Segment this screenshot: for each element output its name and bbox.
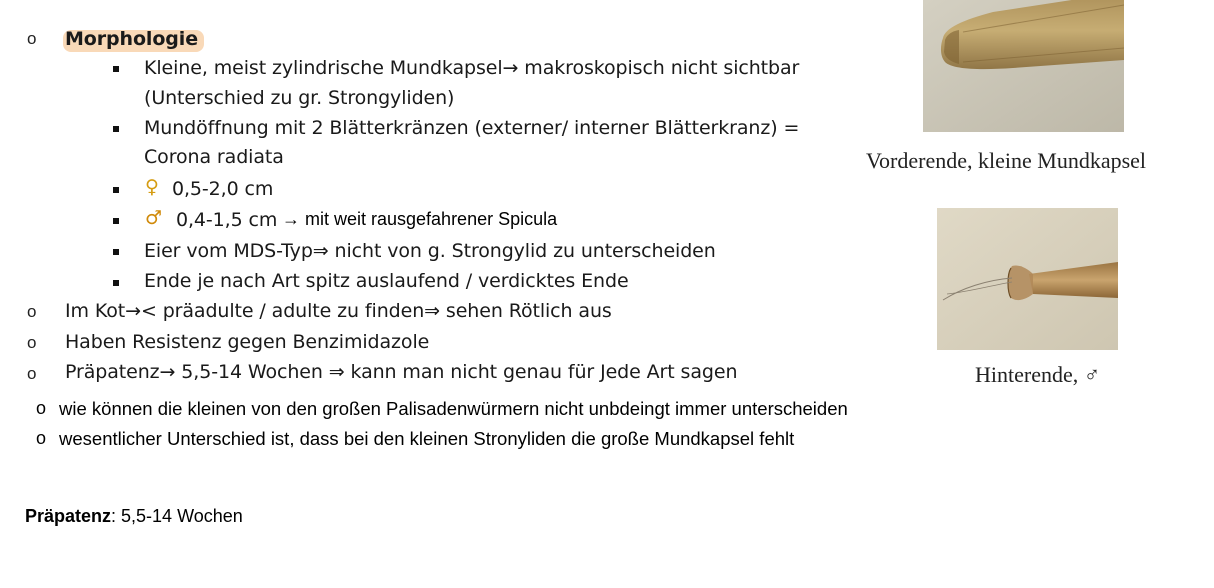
figure-caption: Vorderende, kleine Mundkapsel <box>866 148 1147 173</box>
top-bullet-text: Präpatenz→ 5,5-14 Wochen ⇒ kann man nicht genau für Jede Art sagen <box>65 361 738 383</box>
outline-bullet: o <box>27 364 37 383</box>
sub-bullet-text: Ende je nach Art spitz auslaufend / verdicktes Ende <box>144 270 629 292</box>
sub-bullet-text: Eier vom MDS-Typ⇒ nicht von g. Strongylid zu unterscheiden <box>144 240 716 262</box>
outline-bullet: o <box>27 302 37 321</box>
worm-anterior-image <box>923 0 1124 132</box>
sub-bullet-arrow-text: → mit weit rausgefahrener Spicula <box>282 209 558 229</box>
square-bullet <box>113 280 119 286</box>
square-bullet <box>113 126 119 132</box>
anterior-end-photo <box>923 0 1124 132</box>
sub-bullet-text: 0,5-2,0 cm <box>172 178 274 200</box>
square-bullet <box>113 66 119 72</box>
note-bullet: o <box>36 398 47 418</box>
top-bullet-text: Haben Resistenz gegen Benzimidazole <box>65 331 430 353</box>
top-bullet-text: Im Kot→< präadulte / adulte zu finden⇒ sehen Rötlich aus <box>65 300 612 322</box>
sub-bullet-text: Mundöffnung mit 2 Blätterkränzen (externer/ interner Blätterkranz) = <box>144 117 800 139</box>
sub-bullet-text: Corona radiata <box>144 146 284 168</box>
outline-bullet: o <box>27 29 37 48</box>
male-symbol-icon: ♂ <box>145 207 163 229</box>
sub-bullet-text: (Unterschied zu gr. Strongyliden) <box>144 87 455 109</box>
square-bullet <box>113 218 119 224</box>
note-text: wie können die kleinen von den großen Palisadenwürmern nicht unbdeingt immer unterscheiden <box>59 398 848 419</box>
summary-label: Präpatenz <box>25 506 112 526</box>
figure-caption: Hinterende, ♂ <box>975 362 1101 387</box>
note-text: wesentlicher Unterschied ist, dass bei den kleinen Stronyliden die große Mundkapsel fehlt <box>59 428 795 449</box>
worm-posterior-image <box>937 208 1118 350</box>
square-bullet <box>113 187 119 193</box>
posterior-end-photo <box>937 208 1118 350</box>
sub-bullet-text: Kleine, meist zylindrische Mundkapsel→ makroskopisch nicht sichtbar <box>144 57 800 79</box>
summary-line <box>25 506 243 527</box>
female-symbol-icon: ♀ <box>145 176 159 198</box>
outline-bullet: o <box>27 333 37 352</box>
sub-bullet-text: 0,4-1,5 cm <box>176 209 278 231</box>
square-bullet <box>113 249 119 255</box>
note-bullet: o <box>36 428 47 448</box>
section-heading: Morphologie <box>65 28 198 50</box>
summary-value: : 5,5-14 Wochen <box>111 506 243 526</box>
